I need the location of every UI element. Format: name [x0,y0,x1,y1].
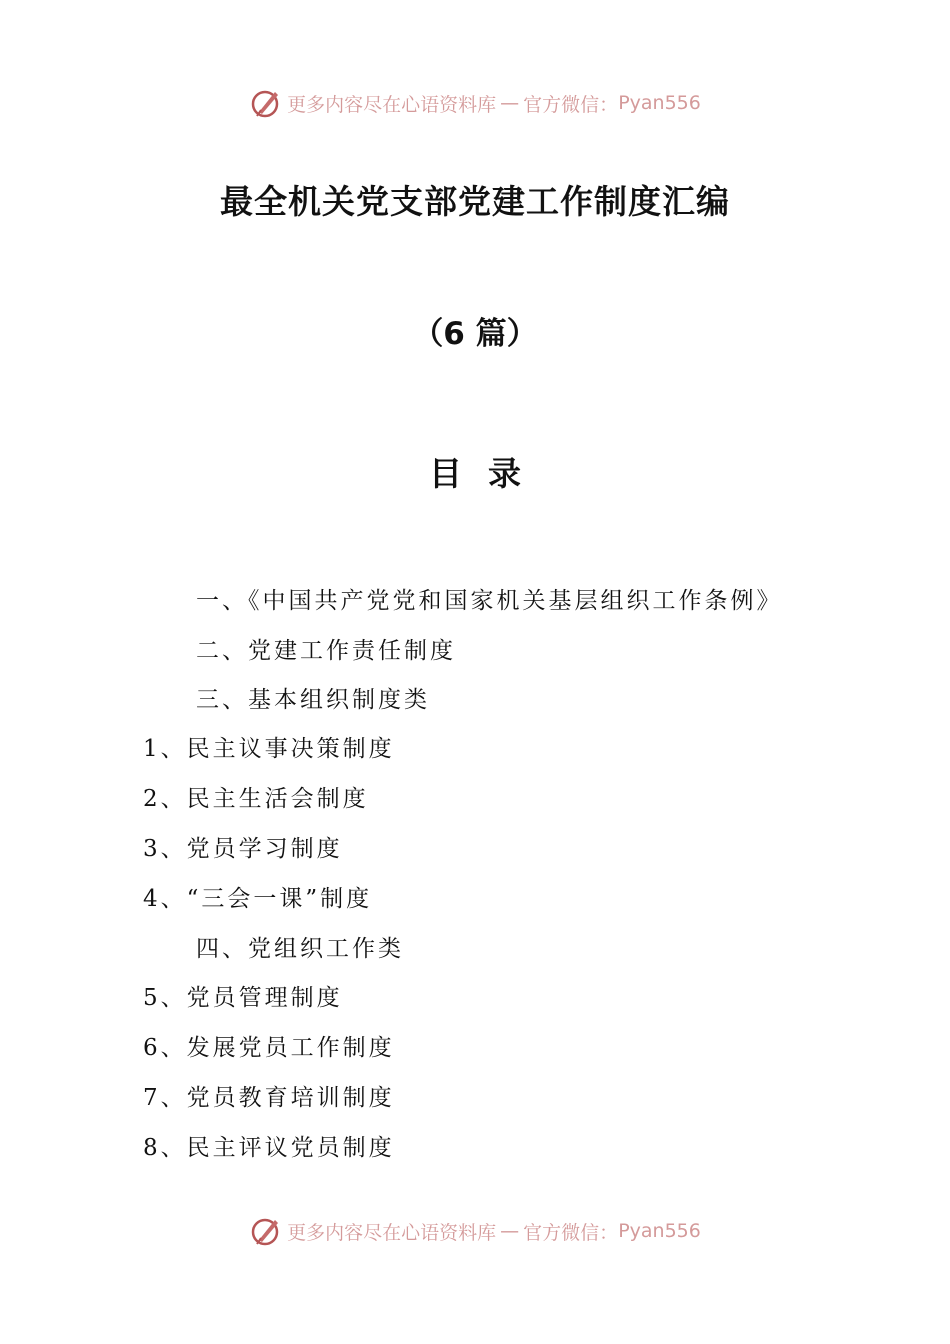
watermark-separator: — [500,92,520,114]
toc-heading: 目录 [429,454,547,493]
toc-item: 8、民主评议党员制度 [143,1135,395,1161]
toc-item: 3、党员学习制度 [143,836,343,862]
watermark-header [0,83,950,123]
toc-item: 6、发展党员工作制度 [143,1035,395,1061]
toc-item: 1、民主议事决策制度 [143,736,395,762]
quill-pen-logo-icon [249,1214,283,1248]
toc-item: 5、党员管理制度 [143,985,343,1011]
toc-item: 4、“三会一课”制度 [143,886,373,912]
watermark-text: 更多内容尽在心语资料库 [287,93,497,116]
document-title: 最全机关党支部党建工作制度汇编 [220,182,730,221]
watermark-text: 更多内容尽在心语资料库 [287,1221,497,1244]
watermark-separator: — [500,1220,520,1242]
toc-section: 四、党组织工作类 [196,936,404,962]
quill-pen-logo-icon [249,86,283,120]
toc-section: 二、党建工作责任制度 [196,638,456,664]
watermark-footer [0,1211,950,1251]
toc-item: 7、党员教育培训制度 [143,1085,395,1111]
watermark-label: 官方微信： [523,93,619,116]
toc-section: 三、基本组织制度类 [196,687,430,713]
document-subtitle: （6 篇） [412,316,538,352]
toc-item: 2、民主生活会制度 [143,786,369,812]
watermark-label: 官方微信： [523,1221,619,1244]
watermark-wechat-id: Pyan556 [618,1220,701,1242]
watermark-wechat-id: Pyan556 [618,92,701,114]
toc-section: 一、《中国共产党党和国家机关基层组织工作条例》 [196,588,783,614]
